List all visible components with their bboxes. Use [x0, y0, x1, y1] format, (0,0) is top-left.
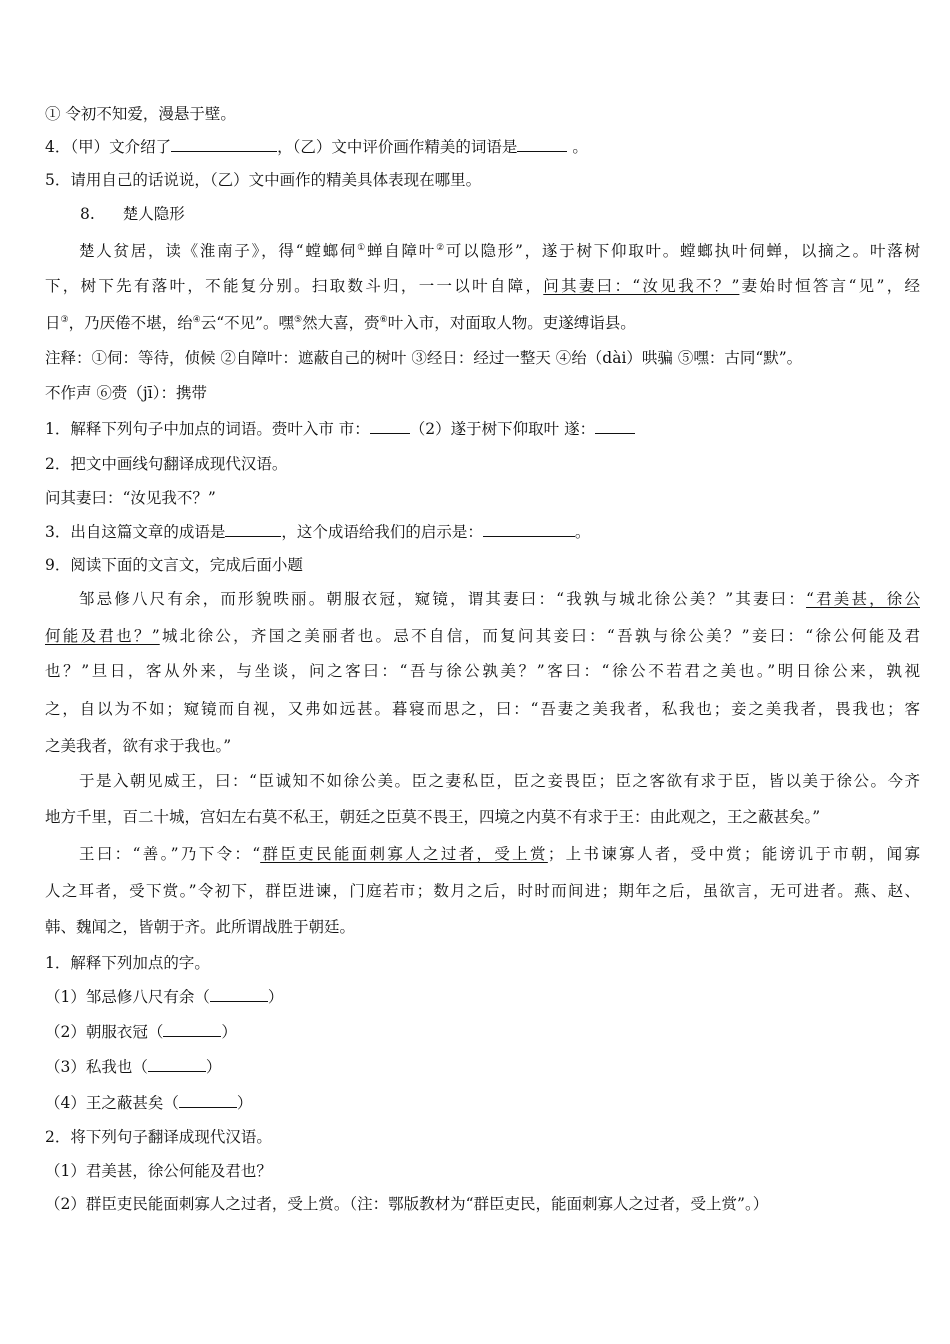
- q9-subquestion-1: 1．解释下列加点的字。: [45, 954, 210, 972]
- q8-notes-line: 不作声 ⑥赍（jī）：携带: [45, 384, 207, 402]
- q8-subquestion-3: [45, 520, 920, 543]
- q8-passage-text: 妻始时恒答言“见”，经: [739, 277, 920, 295]
- q9-passage-line: 于是入朝见威王，曰：“臣诚知不如徐公美。臣之妻私臣，臣之妾畏臣；臣之客欲有求于臣，皆以美于徐公。今齐: [79, 772, 920, 790]
- q8-subquestion-1: [45, 417, 920, 440]
- q9-sq1-item-text: （1）邹忌修八尺有余（: [45, 988, 210, 1006]
- q9-sq1-item: [45, 1091, 920, 1114]
- q8-underlined-sentence: 问其妻曰：“汝见我不？”: [543, 277, 740, 295]
- q7-q4-prefix: 4．（甲）文介绍了: [45, 138, 172, 156]
- q7-question-4: [45, 135, 920, 158]
- q7-q4-suffix: 。: [567, 138, 588, 156]
- q9-passage-line: 地方千里，百二十城，宫妇左右莫不私王，朝廷之臣莫不畏王，四境之内莫不有求于王：由此观之，王之蔽甚矣。”: [45, 808, 821, 826]
- q7-question-5: 5．请用自己的话说说，（乙）文中画作的精美具体表现在哪里。: [45, 171, 482, 189]
- q8-number: 8.: [80, 205, 95, 223]
- q9-passage-line: [45, 625, 920, 647]
- answer-blank[interactable]: [225, 520, 281, 537]
- q8-translation-sentence: 问其妻曰：“汝见我不？”: [45, 489, 216, 507]
- answer-blank[interactable]: [517, 135, 567, 152]
- q9-passage-line: 韩、魏闻之，皆朝于齐。此所谓战胜于朝廷。: [45, 918, 356, 936]
- q9-sq1-item: [45, 985, 920, 1008]
- answer-blank[interactable]: [483, 520, 575, 537]
- q8-notes-line: 注释：①伺：等待，侦候 ②自障叶：遮蔽自己的树叶 ③经日：经过一整天 ④绐（dài）哄骗 ⑤嘿：古同“默”。: [45, 349, 803, 367]
- answer-blank[interactable]: [370, 417, 410, 434]
- q8-sq3-part3: 。: [574, 523, 591, 541]
- q9-passage-text: 王曰：“善。”乃下令：“: [79, 845, 261, 863]
- q8-passage-text: 下，树下先有落叶，不能复分别。扫取数斗归，一一以叶自障，: [45, 277, 544, 295]
- q9-sq2-item: （2）群臣吏民能面刺寡人之过者，受上赏。（注：鄂版教材为“群臣吏民，能面刺寡人之过者，受上赏”。）: [45, 1195, 769, 1213]
- answer-blank[interactable]: [163, 1020, 221, 1037]
- q9-passage-text: ；上书谏寡人者，受中赏；能谤讥于市朝，闻寡: [547, 845, 920, 863]
- q9-sq1-item-text: （4）王之蔽甚矣（: [45, 1094, 179, 1112]
- q8-sq3-part1: 3．出自这篇文章的成语是: [45, 523, 226, 541]
- q8-passage-line: 楚人贫居，读《淮南子》，得“螳螂伺①蝉自障叶②可以隐形”，遂于树下仰取叶。螳螂执叶伺蝉，以摘之。叶落树: [79, 242, 920, 260]
- q8-title: 楚人隐形: [122, 205, 185, 223]
- q8-sq1-part2: （2）遂于树下仰取叶 遂：: [409, 420, 596, 438]
- q9-passage-line: [45, 843, 920, 865]
- q9-sq1-item-close: ）: [205, 1058, 222, 1076]
- q9-sq1-item: [45, 1055, 920, 1078]
- q9-sq1-item-close: ）: [221, 1023, 237, 1041]
- q8-subquestion-2: 2．把文中画线句翻译成现代汉语。: [45, 455, 288, 473]
- answer-blank[interactable]: [595, 417, 635, 434]
- q9-passage-line: 之美我者，欲有求于我也。”: [45, 737, 232, 755]
- q9-sq1-item-close: ）: [267, 988, 284, 1006]
- q9-sq1-item-text: （2）朝服衣冠（: [45, 1023, 164, 1041]
- q7-q4-middle: ，（乙）文中评价画作精美的词语是: [277, 138, 518, 156]
- q9-sq2-item: （1）君美甚，徐公何能及君也？: [45, 1162, 272, 1180]
- q9-underlined-sentence: “君美甚，徐公: [806, 590, 920, 608]
- q8-passage-line: [45, 275, 920, 297]
- q9-underlined-sentence: 何能及君也？”: [45, 627, 160, 645]
- answer-blank[interactable]: [171, 135, 277, 152]
- q9-intro: 9．阅读下面的文言文，完成后面小题: [45, 556, 303, 574]
- q8-passage-line: 日③，乃厌倦不堪，绐④云“不见”。嘿⑤然大喜，赍⑥叶入市，对面取人物。吏遂缚诣县。: [45, 314, 636, 332]
- q9-passage-line: 之，自以为不如；窥镜而自视，又弗如远甚。暮寝而思之，曰：“吾妻之美我者，私我也；妾之美我者，畏我也；客: [45, 700, 920, 718]
- q9-passage-line: [45, 588, 920, 610]
- q8-heading: [80, 203, 920, 225]
- answer-blank[interactable]: [179, 1091, 237, 1108]
- answer-blank[interactable]: [148, 1055, 206, 1072]
- q9-underlined-sentence: 群臣吏民能面刺寡人之过者，受上赏: [260, 845, 548, 863]
- q9-passage-text: 邹忌修八尺有余，而形貌昳丽。朝服衣冠，窥镜，谓其妻曰：“我孰与城北徐公美？”其妻曰：: [79, 590, 807, 608]
- q9-sq1-item-close: ）: [236, 1094, 253, 1112]
- q9-subquestion-2: 2．将下列句子翻译成现代汉语。: [45, 1128, 272, 1146]
- q7-item-1: ① 令初不知爱，漫悬于壁。: [45, 105, 236, 123]
- q9-sq1-item-text: （3）私我也（: [45, 1058, 148, 1076]
- answer-blank[interactable]: [210, 985, 268, 1002]
- q8-sq3-part2: ，这个成语给我们的启示是：: [281, 523, 483, 541]
- q9-passage-line: 人之耳者，受下赏。”令初下，群臣进谏，门庭若市；数月之后，时时而间进；期年之后，虽欲言，无可进者。燕、赵、: [45, 882, 920, 900]
- q9-passage-text: 城北徐公，齐国之美丽者也。忌不自信，而复问其妾曰：“吾孰与徐公美？”妾曰：“徐公何能及君: [159, 627, 920, 645]
- q9-sq1-item: [45, 1020, 920, 1043]
- q9-passage-line: 也？”旦日，客从外来，与坐谈，问之客曰：“吾与徐公孰美？”客曰：“徐公不若君之美也。”明日徐公来，孰视: [45, 662, 920, 680]
- q8-sq1-part1: 1．解释下列句子中加点的词语。赍叶入市 市：: [45, 420, 370, 438]
